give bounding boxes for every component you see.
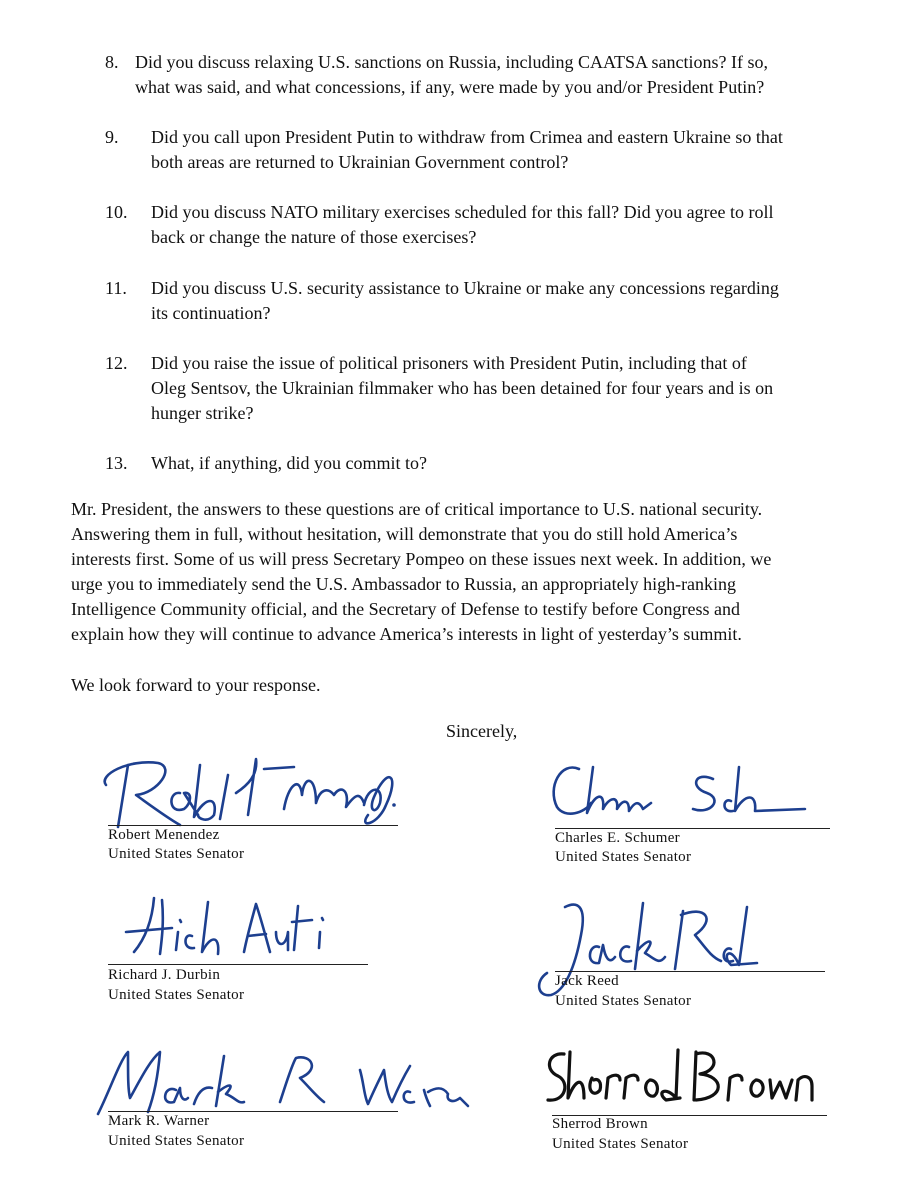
paragraph-line: urge you to immediately send the U.S. Ambassador to Russia, an appropriately high-ranking bbox=[71, 574, 737, 594]
question-number: 9. bbox=[105, 127, 119, 147]
signatory-title: United States Senator bbox=[555, 993, 692, 1009]
question-number: 8. bbox=[105, 52, 119, 72]
signature-warner bbox=[88, 1040, 408, 1120]
signature-durbin bbox=[116, 892, 346, 962]
signature-line bbox=[108, 1111, 398, 1112]
signature-brown bbox=[540, 1040, 800, 1120]
question-line: Did you discuss relaxing U.S. sanctions on Russia, including CAATSA sanctions? If so, bbox=[135, 52, 768, 72]
paragraph-line: Mr. President, the answers to these questions are of critical importance to U.S. national security. bbox=[71, 499, 763, 519]
question-number: 12. bbox=[105, 353, 128, 373]
question-line: its continuation? bbox=[151, 303, 271, 323]
sign-off: Sincerely, bbox=[446, 721, 518, 741]
signatory-title: United States Senator bbox=[108, 1133, 245, 1149]
body-paragraph bbox=[71, 497, 911, 647]
question-line: both areas are returned to Ukrainian Government control? bbox=[151, 152, 569, 172]
signatory-name: Richard J. Durbin bbox=[108, 967, 221, 983]
question-number: 13. bbox=[105, 453, 128, 473]
question-number: 11. bbox=[105, 278, 127, 298]
question-line: What, if anything, did you commit to? bbox=[151, 453, 427, 473]
signatory-title: United States Senator bbox=[552, 1136, 689, 1152]
question-line: what was said, and what concessions, if any, were made by you and/or President Putin? bbox=[135, 77, 765, 97]
paragraph-line: interests first. Some of us will press Secretary Pompeo on these issues next week. In addition, we bbox=[71, 549, 772, 569]
signature-line bbox=[108, 964, 368, 965]
signature-line bbox=[555, 971, 825, 972]
question-line: Did you call upon President Putin to withdraw from Crimea and eastern Ukraine so that bbox=[151, 127, 783, 147]
question-number: 10. bbox=[105, 202, 128, 222]
signatory-title: United States Senator bbox=[108, 987, 245, 1003]
closing-line: We look forward to your response. bbox=[71, 675, 321, 695]
signatory-title: United States Senator bbox=[555, 849, 692, 865]
signature-schumer bbox=[543, 757, 833, 827]
question-line: hunger strike? bbox=[151, 403, 254, 423]
signatory-name: Mark R. Warner bbox=[108, 1113, 210, 1129]
question-line: back or change the nature of those exercises? bbox=[151, 227, 477, 247]
signatory-name: Charles E. Schumer bbox=[555, 830, 680, 846]
question-line: Did you raise the issue of political prisoners with President Putin, including that of bbox=[151, 353, 747, 373]
signatory-name: Robert Menendez bbox=[108, 827, 220, 843]
signature-line bbox=[108, 825, 398, 826]
signatory-name: Sherrod Brown bbox=[552, 1116, 648, 1132]
question-line: Oleg Sentsov, the Ukrainian filmmaker who has been detained for four years and is on bbox=[151, 378, 774, 398]
question-line: Did you discuss U.S. security assistance to Ukraine or make any concessions regarding bbox=[151, 278, 779, 298]
signatory-name: Jack Reed bbox=[555, 973, 619, 989]
signatory-title: United States Senator bbox=[108, 846, 245, 862]
paragraph-line: Intelligence Community official, and the Secretary of Defense to testify before Congress and bbox=[71, 599, 740, 619]
paragraph-line: Answering them in full, without hesitation, will demonstrate that you do still hold America’s bbox=[71, 524, 738, 544]
paragraph-line: explain how they will continue to advance America’s interests in light of yesterday’s summit. bbox=[71, 624, 742, 644]
signature-line bbox=[555, 828, 830, 829]
question-line: Did you discuss NATO military exercises scheduled for this fall? Did you agree to roll bbox=[151, 202, 774, 222]
